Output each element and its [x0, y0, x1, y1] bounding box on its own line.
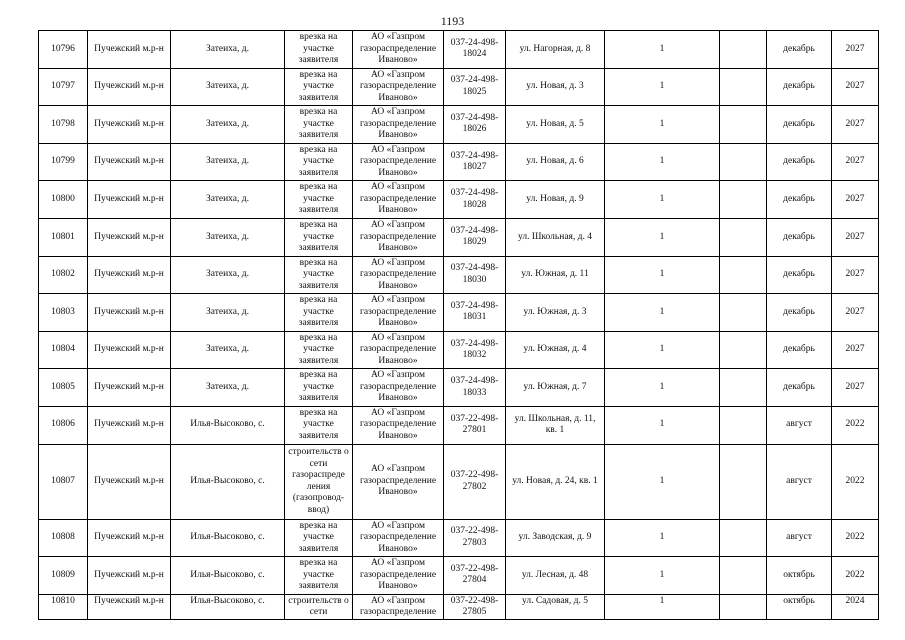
extra-cell: [720, 331, 767, 369]
extra-cell: [720, 31, 767, 69]
work-type-cell: врезка на участке заявителя: [285, 557, 353, 595]
month-cell: декабрь: [767, 369, 832, 407]
extra-cell: [720, 106, 767, 144]
organization-cell: АО «Газпром газораспределение Иваново»: [353, 519, 444, 557]
code-cell: 037-24-498-18031: [444, 294, 506, 332]
table-row: [39, 557, 879, 595]
row-number: 10799: [39, 143, 88, 181]
quantity-cell: 1: [605, 369, 720, 407]
address-cell: ул. Школьная, д. 11, кв. 1: [506, 406, 605, 444]
organization-cell: АО «Газпром газораспределение Иваново»: [353, 331, 444, 369]
table-row: [39, 256, 879, 294]
extra-cell: [720, 181, 767, 219]
quantity-cell: 1: [605, 31, 720, 69]
settlement-cell: Затеиха, д.: [171, 256, 285, 294]
month-cell: декабрь: [767, 218, 832, 256]
district-cell: Пучежский м.р-н: [88, 369, 171, 407]
year-cell: 2024: [832, 594, 879, 619]
district-cell: Пучежский м.р-н: [88, 519, 171, 557]
address-cell: ул. Новая, д. 24, кв. 1: [506, 444, 605, 519]
quantity-cell: 1: [605, 218, 720, 256]
settlement-cell: Затеиха, д.: [171, 31, 285, 69]
code-cell: 037-22-498-27804: [444, 557, 506, 595]
district-cell: Пучежский м.р-н: [88, 557, 171, 595]
row-number: 10808: [39, 519, 88, 557]
table-row: [39, 181, 879, 219]
table-row: [39, 444, 879, 519]
row-number: 10801: [39, 218, 88, 256]
work-type-cell: врезка на участке заявителя: [285, 31, 353, 69]
work-type-cell: строительств о сети газораспреде ления (газопровод-ввод): [285, 444, 353, 519]
code-cell: 037-22-498-27801: [444, 406, 506, 444]
table-row: [39, 406, 879, 444]
quantity-cell: 1: [605, 68, 720, 106]
row-number: 10796: [39, 31, 88, 69]
quantity-cell: 1: [605, 406, 720, 444]
registry-table: [38, 30, 879, 620]
quantity-cell: 1: [605, 143, 720, 181]
district-cell: Пучежский м.р-н: [88, 256, 171, 294]
quantity-cell: 1: [605, 519, 720, 557]
table-row: [39, 331, 879, 369]
row-number: 10804: [39, 331, 88, 369]
settlement-cell: Илья-Высоково, с.: [171, 406, 285, 444]
settlement-cell: Затеиха, д.: [171, 143, 285, 181]
extra-cell: [720, 256, 767, 294]
extra-cell: [720, 218, 767, 256]
extra-cell: [720, 406, 767, 444]
table-row: [39, 294, 879, 332]
table-row: [39, 218, 879, 256]
district-cell: Пучежский м.р-н: [88, 31, 171, 69]
work-type-cell: врезка на участке заявителя: [285, 519, 353, 557]
year-cell: 2022: [832, 406, 879, 444]
month-cell: декабрь: [767, 68, 832, 106]
quantity-cell: 1: [605, 256, 720, 294]
district-cell: Пучежский м.р-н: [88, 594, 171, 619]
organization-cell: АО «Газпром газораспределение Иваново»: [353, 444, 444, 519]
settlement-cell: Илья-Высоково, с.: [171, 594, 285, 619]
work-type-cell: врезка на участке заявителя: [285, 331, 353, 369]
month-cell: декабрь: [767, 331, 832, 369]
code-cell: 037-24-498-18032: [444, 331, 506, 369]
extra-cell: [720, 369, 767, 407]
address-cell: ул. Лесная, д. 48: [506, 557, 605, 595]
address-cell: ул. Новая, д. 6: [506, 143, 605, 181]
extra-cell: [720, 68, 767, 106]
organization-cell: АО «Газпром газораспределение Иваново»: [353, 181, 444, 219]
code-cell: 037-24-498-18030: [444, 256, 506, 294]
code-cell: 037-24-498-18033: [444, 369, 506, 407]
district-cell: Пучежский м.р-н: [88, 106, 171, 144]
year-cell: 2022: [832, 519, 879, 557]
code-cell: 037-24-498-18029: [444, 218, 506, 256]
month-cell: октябрь: [767, 594, 832, 619]
work-type-cell: врезка на участке заявителя: [285, 68, 353, 106]
year-cell: 2027: [832, 369, 879, 407]
address-cell: ул. Садовая, д. 5: [506, 594, 605, 619]
address-cell: ул. Заводская, д. 9: [506, 519, 605, 557]
row-number: 10810: [39, 594, 88, 619]
code-cell: 037-22-498-27802: [444, 444, 506, 519]
month-cell: декабрь: [767, 106, 832, 144]
address-cell: ул. Школьная, д. 4: [506, 218, 605, 256]
organization-cell: АО «Газпром газораспределение Иваново»: [353, 68, 444, 106]
row-number: 10800: [39, 181, 88, 219]
code-cell: 037-24-498-18026: [444, 106, 506, 144]
month-cell: август: [767, 406, 832, 444]
district-cell: Пучежский м.р-н: [88, 331, 171, 369]
code-cell: 037-24-498-18027: [444, 143, 506, 181]
work-type-cell: врезка на участке заявителя: [285, 143, 353, 181]
work-type-cell: врезка на участке заявителя: [285, 218, 353, 256]
registry-body: [39, 31, 879, 620]
row-number: 10809: [39, 557, 88, 595]
organization-cell: АО «Газпром газораспределение Иваново»: [353, 218, 444, 256]
district-cell: Пучежский м.р-н: [88, 406, 171, 444]
settlement-cell: Затеиха, д.: [171, 106, 285, 144]
code-cell: 037-24-498-18028: [444, 181, 506, 219]
row-number: 10806: [39, 406, 88, 444]
table-row: [39, 143, 879, 181]
month-cell: декабрь: [767, 143, 832, 181]
district-cell: Пучежский м.р-н: [88, 294, 171, 332]
organization-cell: АО «Газпром газораспределение Иваново»: [353, 557, 444, 595]
quantity-cell: 1: [605, 594, 720, 619]
month-cell: октябрь: [767, 557, 832, 595]
month-cell: декабрь: [767, 181, 832, 219]
year-cell: 2027: [832, 256, 879, 294]
address-cell: ул. Новая, д. 5: [506, 106, 605, 144]
table-row: [39, 106, 879, 144]
extra-cell: [720, 294, 767, 332]
settlement-cell: Затеиха, д.: [171, 68, 285, 106]
quantity-cell: 1: [605, 331, 720, 369]
district-cell: Пучежский м.р-н: [88, 181, 171, 219]
extra-cell: [720, 594, 767, 619]
year-cell: 2027: [832, 106, 879, 144]
address-cell: ул. Южная, д. 7: [506, 369, 605, 407]
row-number: 10803: [39, 294, 88, 332]
extra-cell: [720, 557, 767, 595]
organization-cell: АО «Газпром газораспределение Иваново»: [353, 256, 444, 294]
district-cell: Пучежский м.р-н: [88, 444, 171, 519]
row-number: 10805: [39, 369, 88, 407]
page-number: 1193: [440, 14, 465, 28]
settlement-cell: Затеиха, д.: [171, 369, 285, 407]
work-type-cell: врезка на участке заявителя: [285, 106, 353, 144]
address-cell: ул. Новая, д. 9: [506, 181, 605, 219]
year-cell: 2027: [832, 331, 879, 369]
organization-cell: АО «Газпром газораспределение Иваново»: [353, 406, 444, 444]
district-cell: Пучежский м.р-н: [88, 143, 171, 181]
work-type-cell: строительств о сети: [285, 594, 353, 619]
settlement-cell: Затеиха, д.: [171, 294, 285, 332]
extra-cell: [720, 444, 767, 519]
organization-cell: АО «Газпром газораспределение Иваново»: [353, 106, 444, 144]
month-cell: август: [767, 519, 832, 557]
organization-cell: АО «Газпром газораспределение Иваново»: [353, 294, 444, 332]
year-cell: 2027: [832, 294, 879, 332]
month-cell: август: [767, 444, 832, 519]
quantity-cell: 1: [605, 557, 720, 595]
address-cell: ул. Нагорная, д. 8: [506, 31, 605, 69]
district-cell: Пучежский м.р-н: [88, 218, 171, 256]
address-cell: ул. Южная, д. 4: [506, 331, 605, 369]
quantity-cell: 1: [605, 444, 720, 519]
code-cell: 037-24-498-18025: [444, 68, 506, 106]
row-number: 10802: [39, 256, 88, 294]
quantity-cell: 1: [605, 294, 720, 332]
organization-cell: АО «Газпром газораспределение Иваново»: [353, 31, 444, 69]
organization-cell: АО «Газпром газораспределение: [353, 594, 444, 619]
month-cell: декабрь: [767, 31, 832, 69]
code-cell: 037-22-498-27805: [444, 594, 506, 619]
extra-cell: [720, 519, 767, 557]
quantity-cell: 1: [605, 106, 720, 144]
organization-cell: АО «Газпром газораспределение Иваново»: [353, 369, 444, 407]
work-type-cell: врезка на участке заявителя: [285, 256, 353, 294]
year-cell: 2027: [832, 181, 879, 219]
month-cell: декабрь: [767, 256, 832, 294]
month-cell: декабрь: [767, 294, 832, 332]
settlement-cell: Илья-Высоково, с.: [171, 557, 285, 595]
address-cell: ул. Южная, д. 3: [506, 294, 605, 332]
year-cell: 2027: [832, 143, 879, 181]
code-cell: 037-24-498-18024: [444, 31, 506, 69]
work-type-cell: врезка на участке заявителя: [285, 369, 353, 407]
work-type-cell: врезка на участке заявителя: [285, 406, 353, 444]
table-row: [39, 594, 879, 619]
settlement-cell: Илья-Высоково, с.: [171, 444, 285, 519]
row-number: 10797: [39, 68, 88, 106]
year-cell: 2027: [832, 218, 879, 256]
address-cell: ул. Новая, д. 3: [506, 68, 605, 106]
work-type-cell: врезка на участке заявителя: [285, 181, 353, 219]
year-cell: 2027: [832, 31, 879, 69]
organization-cell: АО «Газпром газораспределение Иваново»: [353, 143, 444, 181]
district-cell: Пучежский м.р-н: [88, 68, 171, 106]
row-number: 10798: [39, 106, 88, 144]
work-type-cell: врезка на участке заявителя: [285, 294, 353, 332]
code-cell: 037-22-498-27803: [444, 519, 506, 557]
year-cell: 2022: [832, 444, 879, 519]
address-cell: ул. Южная, д. 11: [506, 256, 605, 294]
year-cell: 2027: [832, 68, 879, 106]
year-cell: 2022: [832, 557, 879, 595]
settlement-cell: Затеиха, д.: [171, 331, 285, 369]
settlement-cell: Затеиха, д.: [171, 181, 285, 219]
table-row: [39, 369, 879, 407]
table-row: [39, 519, 879, 557]
settlement-cell: Затеиха, д.: [171, 218, 285, 256]
row-number: 10807: [39, 444, 88, 519]
quantity-cell: 1: [605, 181, 720, 219]
table-row: [39, 68, 879, 106]
settlement-cell: Илья-Высоково, с.: [171, 519, 285, 557]
extra-cell: [720, 143, 767, 181]
table-row: [39, 31, 879, 69]
